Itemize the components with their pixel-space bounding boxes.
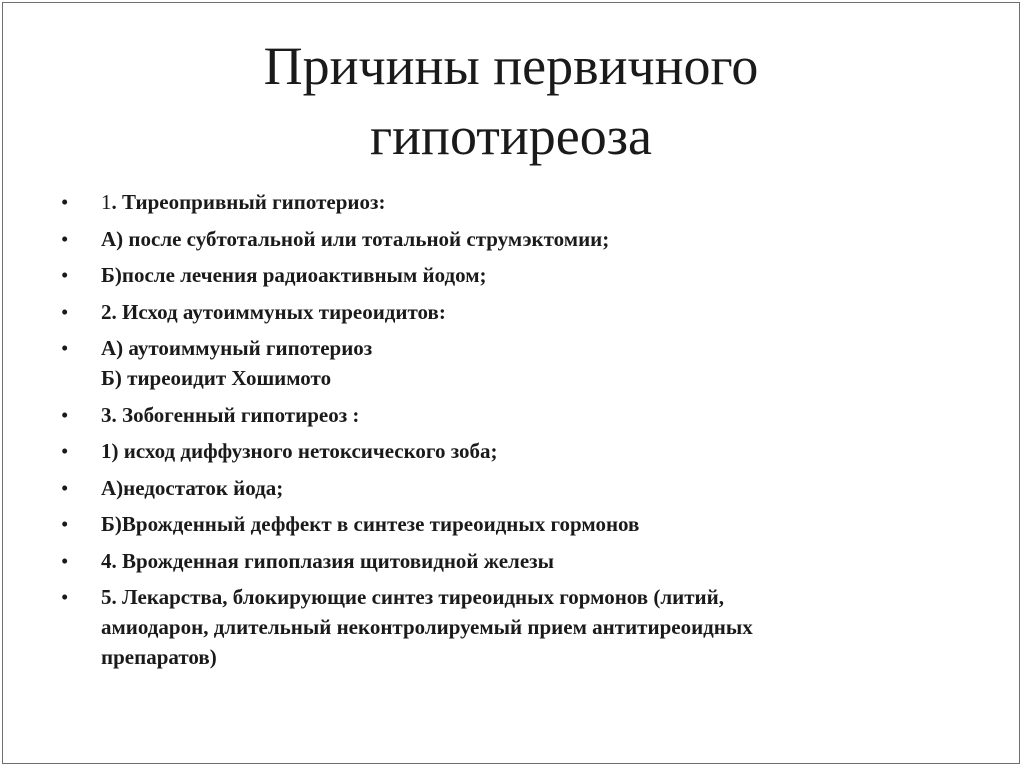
bullet-text xyxy=(101,187,961,217)
bullet-text-rest: . Тиреопривный гипотериоз: xyxy=(111,190,386,214)
bullet-item-5 xyxy=(61,333,961,393)
bullet-text: 2. Исход аутоиммуных тиреоидитов: xyxy=(101,299,446,324)
bullet-dot-icon: • xyxy=(61,226,69,251)
bullet-item-2 xyxy=(61,224,961,254)
bullet-dot-icon: • xyxy=(61,190,69,214)
bullet-item-11 xyxy=(61,582,961,672)
bullet-item-7 xyxy=(61,436,961,466)
bullet-dot-icon: • xyxy=(61,548,69,573)
bullet-text-line-1: А) аутоиммуный гипотериоз xyxy=(101,336,373,360)
slide-title-line-1: Причины первичного xyxy=(263,36,759,96)
bullet-dot-icon: • xyxy=(61,475,69,500)
bullet-dot-icon: • xyxy=(61,512,69,536)
bullet-text: А) после субтотальной или тотальной струмэктомии; xyxy=(101,226,610,251)
bullet-text: А)недостаток йода; xyxy=(101,475,284,500)
bullet-item-6 xyxy=(61,400,961,430)
bullet-item-3 xyxy=(61,260,961,290)
bullet-list xyxy=(61,187,961,679)
bullet-text: 4. Врожденная гипоплазия щитовидной железы xyxy=(101,548,554,573)
bullet-item-10 xyxy=(61,546,961,576)
bullet-item-8 xyxy=(61,473,961,503)
bullet-text-line-2: Б) тиреоидит Хошимото xyxy=(101,366,332,390)
bullet-text-line-1: 5. Лекарства, блокирующие синтез тиреоидных гормонов (литий, xyxy=(101,585,725,609)
bullet-text: Б)после лечения радиоактивным йодом; xyxy=(101,263,487,287)
bullet-number: 1 xyxy=(101,190,112,214)
slide-title-line-2: гипотиреоза xyxy=(370,106,652,166)
slide-title xyxy=(3,31,1019,171)
bullet-dot-icon: • xyxy=(61,585,69,609)
bullet-dot-icon: • xyxy=(61,263,69,287)
bullet-text: Б)Врожденный деффект в синтезе тиреоидных гормонов xyxy=(101,512,640,536)
bullet-dot-icon: • xyxy=(61,439,69,463)
bullet-text-line-3: препаратов) xyxy=(101,645,217,669)
bullet-dot-icon: • xyxy=(61,402,69,427)
slide xyxy=(2,2,1020,764)
bullet-text: 3. Зобогенный гипотиреоз : xyxy=(101,402,360,427)
bullet-item-1 xyxy=(61,187,961,217)
bullet-text-line-2: амиодарон, длительный неконтролируемый прием антитиреоидных xyxy=(101,615,753,639)
bullet-dot-icon: • xyxy=(61,299,69,324)
bullet-item-9 xyxy=(61,509,961,539)
bullet-item-4 xyxy=(61,297,961,327)
bullet-text: 1) исход диффузного нетоксического зоба; xyxy=(101,439,498,463)
bullet-dot-icon: • xyxy=(61,336,69,360)
